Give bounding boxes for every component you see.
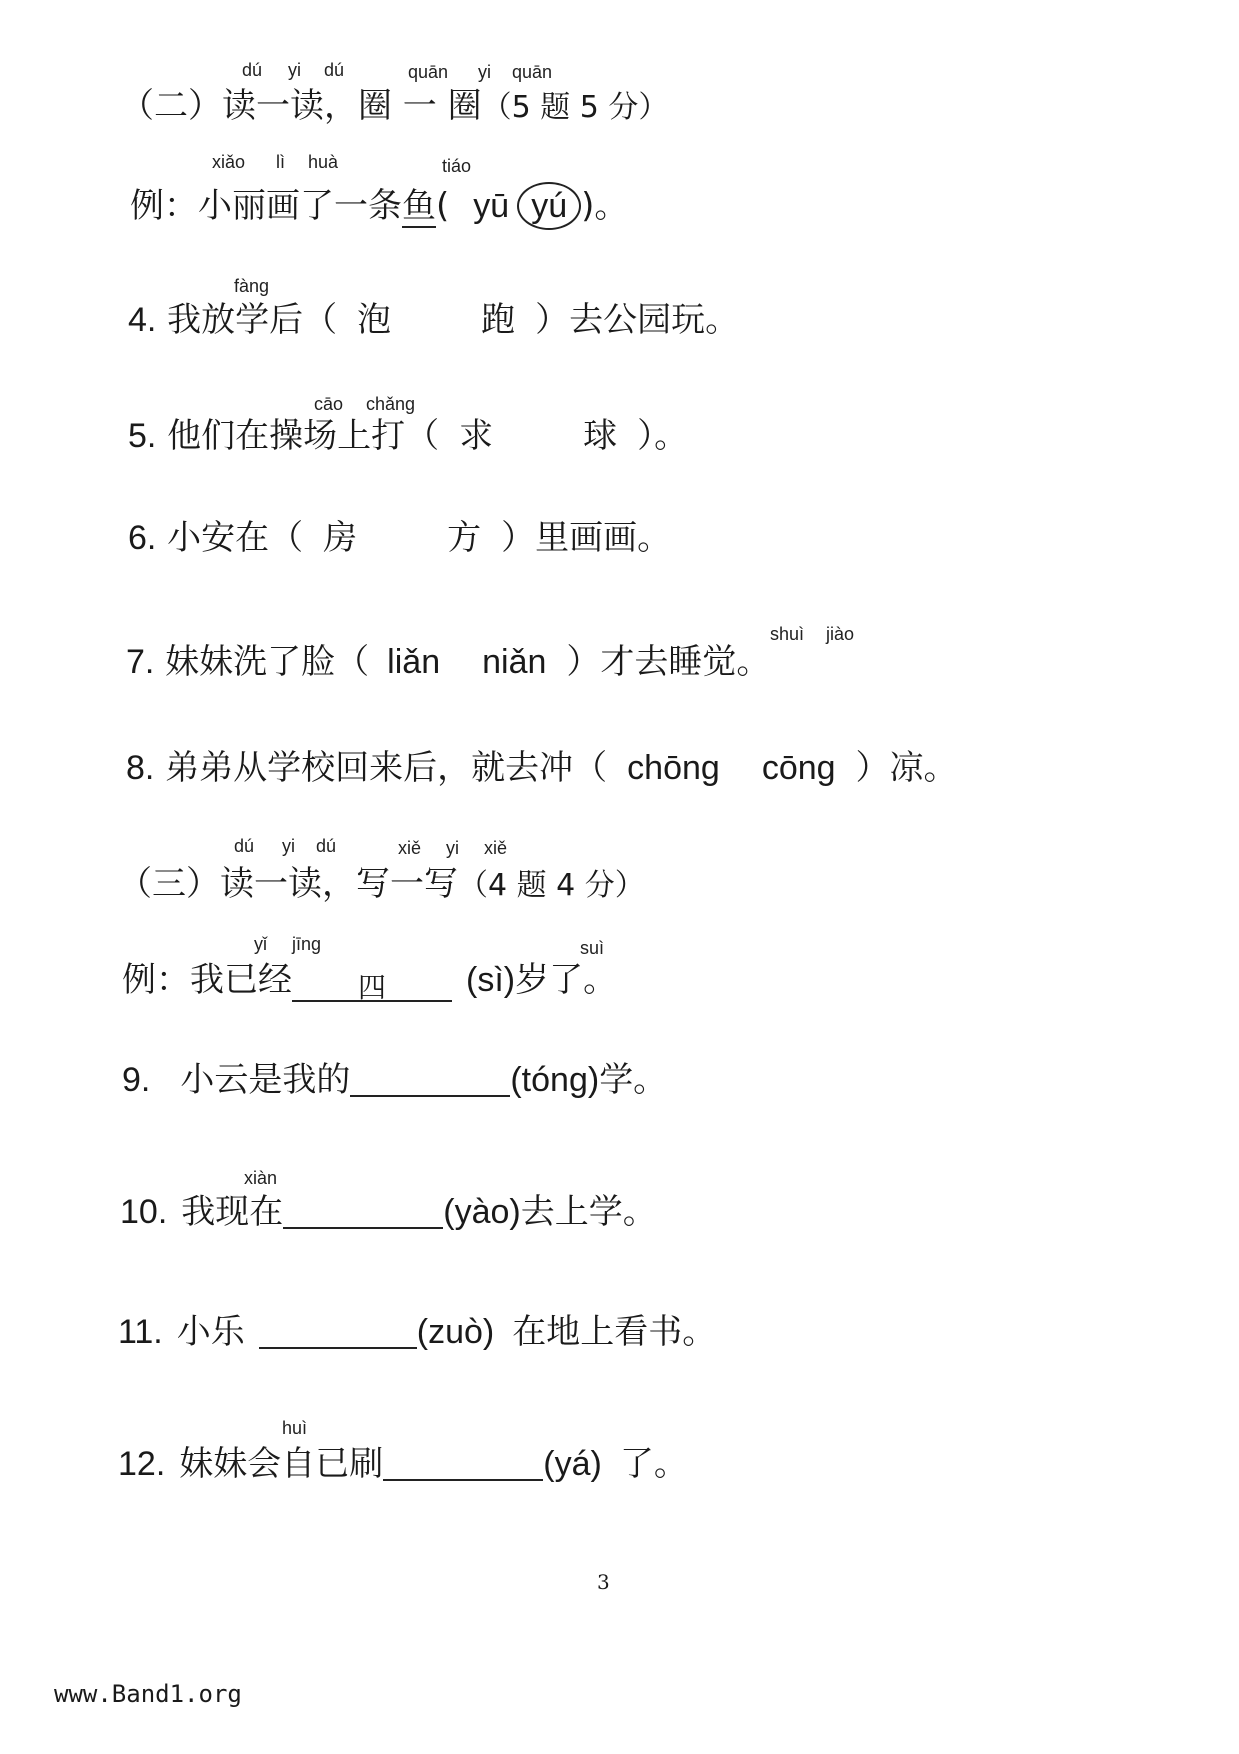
example3-answer-blank: 四 xyxy=(292,968,452,1002)
section3-heading-read: 读一读， xyxy=(220,864,356,904)
section3-heading-pinyin-yi1: yi xyxy=(282,836,295,856)
example3-pinyin-yi: yǐ xyxy=(254,934,267,954)
example2-pinyin-tiao: tiáo xyxy=(442,156,472,176)
q12-text-before: 妹妹会自已刷 xyxy=(179,1444,384,1484)
example3-pinyin-jing: jīng xyxy=(292,934,322,954)
q9-text-after: 学。 xyxy=(599,1060,668,1100)
section2-heading-score: （5 题 5 分） xyxy=(481,90,669,125)
q8-text-after: ）凉。 xyxy=(855,748,958,788)
q4-option2[interactable]: 跑 xyxy=(481,300,516,340)
example2-prefix: 例： xyxy=(130,186,198,226)
q5-row xyxy=(128,416,688,456)
q5-pinyin-cao: cāo xyxy=(314,394,344,414)
q8-option1[interactable]: chōng xyxy=(627,749,720,787)
q5-pinyin-chang: chǎng xyxy=(366,394,416,414)
q6-text-before: 小安在（ xyxy=(167,518,304,558)
q12-hint: (yá) xyxy=(543,1445,602,1483)
q11-answer-blank[interactable] xyxy=(259,1315,417,1349)
q10-answer-blank[interactable] xyxy=(283,1195,443,1229)
example2-open-paren: ( xyxy=(436,186,450,226)
q6-number: 6. xyxy=(128,519,157,557)
section2-heading-pinyin-quan1: quān xyxy=(408,62,449,82)
example2-close-paren: )。 xyxy=(581,186,629,226)
section2-heading-circle: 圈 一 圈 xyxy=(358,86,482,126)
q4-option1[interactable]: 泡 xyxy=(357,300,392,340)
q7-text-before: 妹妹洗了脸（ xyxy=(165,642,370,682)
example2-line xyxy=(130,182,628,230)
footer-url: www.Band1.org xyxy=(54,1680,242,1708)
section3-heading-pinyin-xie2: xiě xyxy=(484,838,508,858)
section2-heading-pinyin-quan2: quān xyxy=(512,62,553,82)
q10-pinyin-xian: xiàn xyxy=(244,1168,278,1188)
q5-number: 5. xyxy=(128,417,157,455)
page-number: 3 xyxy=(597,1570,610,1594)
q4-row xyxy=(128,300,739,340)
q6-option1[interactable]: 房 xyxy=(323,518,358,558)
example2-option1: yū xyxy=(473,187,510,225)
q12-pinyin-hui: huì xyxy=(282,1418,308,1438)
q9-text-before: 小云是我的 xyxy=(180,1060,351,1100)
q11-text-before: 小乐 xyxy=(176,1312,245,1352)
example2-sentence: 小丽画了一条 xyxy=(198,186,402,226)
q10-text-before: 我现在 xyxy=(181,1192,284,1232)
q5-text-before: 他们在操场上打（ xyxy=(167,416,440,456)
q9-answer-blank[interactable] xyxy=(350,1063,510,1097)
q6-option2[interactable]: 方 xyxy=(447,518,482,558)
example3-before: 我已经 xyxy=(190,960,292,1000)
section2-heading-pinyin-du1: dú xyxy=(242,60,263,80)
q12-answer-blank[interactable] xyxy=(383,1447,543,1481)
q8-text-before: 弟弟从学校回来后，就去冲（ xyxy=(165,748,608,788)
q10-row xyxy=(120,1192,657,1232)
section3-heading xyxy=(118,864,645,906)
section3-heading-number: （三） xyxy=(118,864,220,904)
q11-text-after: 在地上看书。 xyxy=(512,1312,717,1352)
q7-row xyxy=(126,642,770,682)
q9-hint: (tóng) xyxy=(510,1061,600,1099)
section2-heading xyxy=(120,86,668,128)
q11-row xyxy=(118,1312,716,1352)
q12-number: 12. xyxy=(118,1445,166,1483)
q6-text-after: ）里画画。 xyxy=(501,518,672,558)
q10-number: 10. xyxy=(120,1193,168,1231)
example3-pinyin-sui: suì xyxy=(580,938,605,958)
q7-pinyin-shui: shuì xyxy=(770,624,805,644)
q7-text-after: ）才去睡觉。 xyxy=(566,642,771,682)
q12-row xyxy=(118,1444,688,1484)
q7-pinyin-jiao: jiào xyxy=(826,624,855,644)
example3-hint: (sì) xyxy=(466,961,516,999)
q4-text-after: ）去公园玩。 xyxy=(535,300,740,340)
q8-option2[interactable]: cōng xyxy=(761,749,836,787)
section2-heading-pinyin-yi2: yi xyxy=(478,62,491,82)
q8-row xyxy=(126,748,958,788)
q5-option2[interactable]: 球 xyxy=(583,416,618,456)
q7-option2[interactable]: niǎn xyxy=(482,643,547,681)
section2-heading-read: 读一读， xyxy=(222,86,358,126)
q4-text-before: 我放学后（ xyxy=(167,300,338,340)
section3-heading-write: 写一写 xyxy=(356,864,458,904)
q4-number: 4. xyxy=(128,301,157,339)
section2-heading-pinyin-yi1: yi xyxy=(288,60,301,80)
q6-row xyxy=(128,518,671,558)
q10-hint: (yào) xyxy=(443,1193,521,1231)
example2-pinyin-hua: huà xyxy=(308,152,339,172)
q5-option1[interactable]: 求 xyxy=(459,416,494,456)
q11-hint: (zuò) xyxy=(416,1313,495,1351)
example2-pinyin-li: lì xyxy=(276,152,285,172)
example3-after: 岁了。 xyxy=(515,960,618,1000)
q5-text-after: ）。 xyxy=(637,416,689,456)
example3-prefix: 例： xyxy=(122,960,190,1000)
section3-heading-pinyin-yi2: yi xyxy=(446,838,459,858)
section3-heading-score: （4 题 4 分） xyxy=(458,868,645,903)
section2-heading-pinyin-du2: dú xyxy=(324,60,345,80)
section2-heading-number: （二） xyxy=(120,86,222,126)
q9-row xyxy=(122,1060,667,1100)
q7-option1[interactable]: liǎn xyxy=(387,643,441,681)
example2-target-char: 鱼 xyxy=(402,186,436,226)
section3-heading-pinyin-xie1: xiě xyxy=(398,838,422,858)
q12-text-after: 了。 xyxy=(619,1444,688,1484)
q8-number: 8. xyxy=(126,749,155,787)
q4-pinyin-fang: fàng xyxy=(234,276,270,296)
q7-number: 7. xyxy=(126,643,155,681)
q10-text-after: 去上学。 xyxy=(520,1192,657,1232)
section3-heading-pinyin-du1: dú xyxy=(234,836,255,856)
q11-number: 11. xyxy=(118,1313,163,1351)
example2-circled-answer: yú xyxy=(517,182,581,230)
section3-heading-pinyin-du2: dú xyxy=(316,836,337,856)
example3-line xyxy=(122,960,617,1002)
example2-pinyin-xiao: xiǎo xyxy=(212,152,246,172)
q9-number: 9. xyxy=(122,1061,151,1099)
